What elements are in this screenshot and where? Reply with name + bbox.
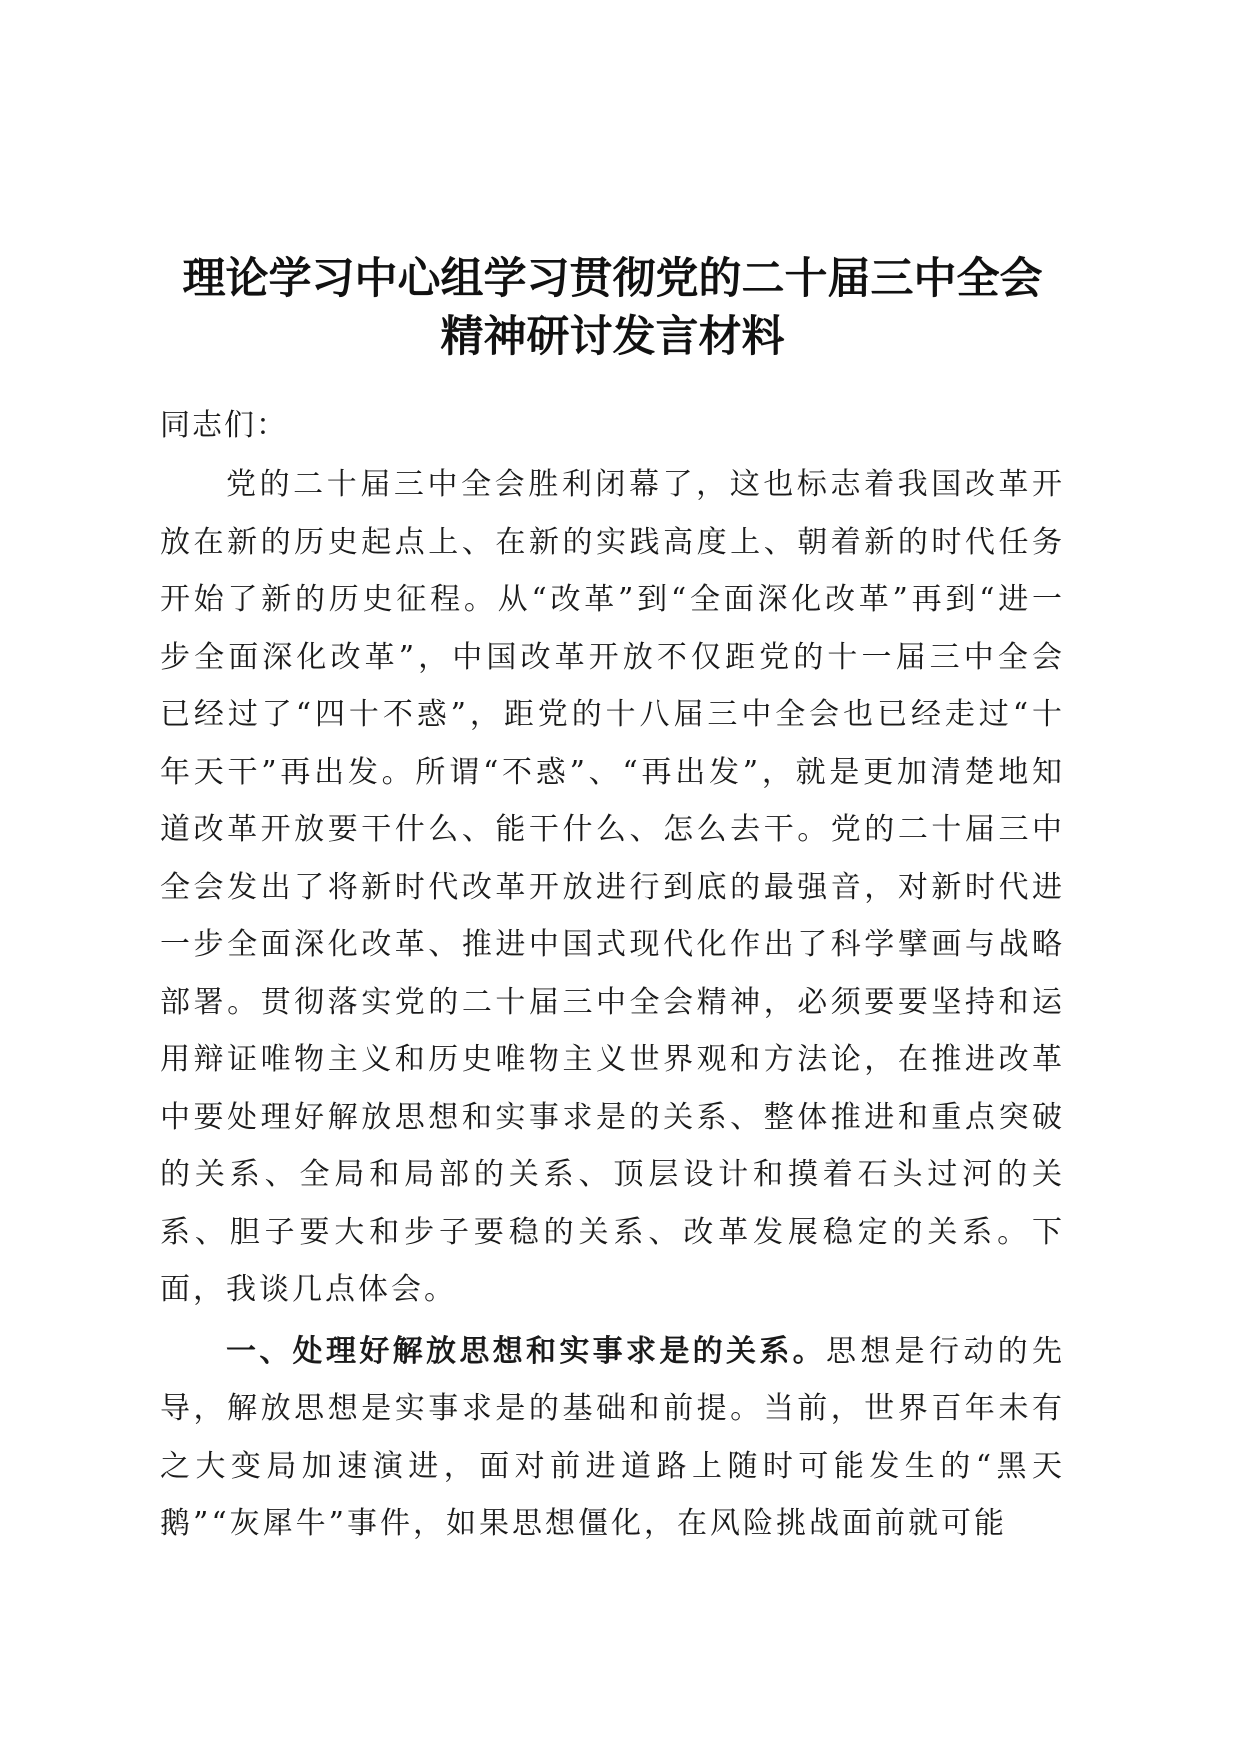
section-1-heading: 一、处理好解放思想和实事求是的关系。 <box>226 1333 826 1369</box>
intro-paragraph: 党的二十届三中全会胜利闭幕了，这也标志着我国改革开放在新的历史起点上、在新的实践高度上、朝着新的时代任务开始了新的历史征程。从“改革”到“全面深化改革”再到“进一步全面深化改革”，中国改革开放不仅距党的十一届三中全会已经过了“四十不惑”，距党的十八届三中全会也已经走过“十年天干”再出发。所谓“不惑”、“再出发”，就是更加清楚地知道改革开放要干什么、能干什么、怎么去干。党的二十届三中全会发出了将新时代改革开放进行到底的最强音，对新时代进一步全面深化改革、推进中国式现代化作出了科学擘画与战略部署。贯彻落实党的二十届三中全会精神，必须要要坚持和运用辩证唯物主义和历史唯物主义世界观和方法论，在推进改革中要处理好解放思想和实事求是的关系、整体推进和重点突破的关系、全局和局部的关系、顶层设计和摸着石头过河的关系、胆子要大和步子要稳的关系、改革发展稳定的关系。下面，我谈几点体会。 <box>160 467 1065 1307</box>
document-page <box>160 250 1065 1553</box>
section-1-paragraph <box>160 1323 1065 1553</box>
title-line-1: 理论学习中心组学习贯彻党的二十届三中全会 <box>182 254 1043 304</box>
section-1-text: 思想是行动的先导，解放思想是实事求是的基础和前提。当前，世界百年未有之大变局加速演进，面对前进道路上随时可能发生的“黑天鹅”“灰犀牛”事件，如果思想僵化，在风险挑战面前就可能 <box>160 1333 1065 1541</box>
document-title <box>160 250 1065 366</box>
salutation: 同志们： <box>160 408 288 443</box>
title-line-2: 精神研讨发言材料 <box>440 312 785 362</box>
